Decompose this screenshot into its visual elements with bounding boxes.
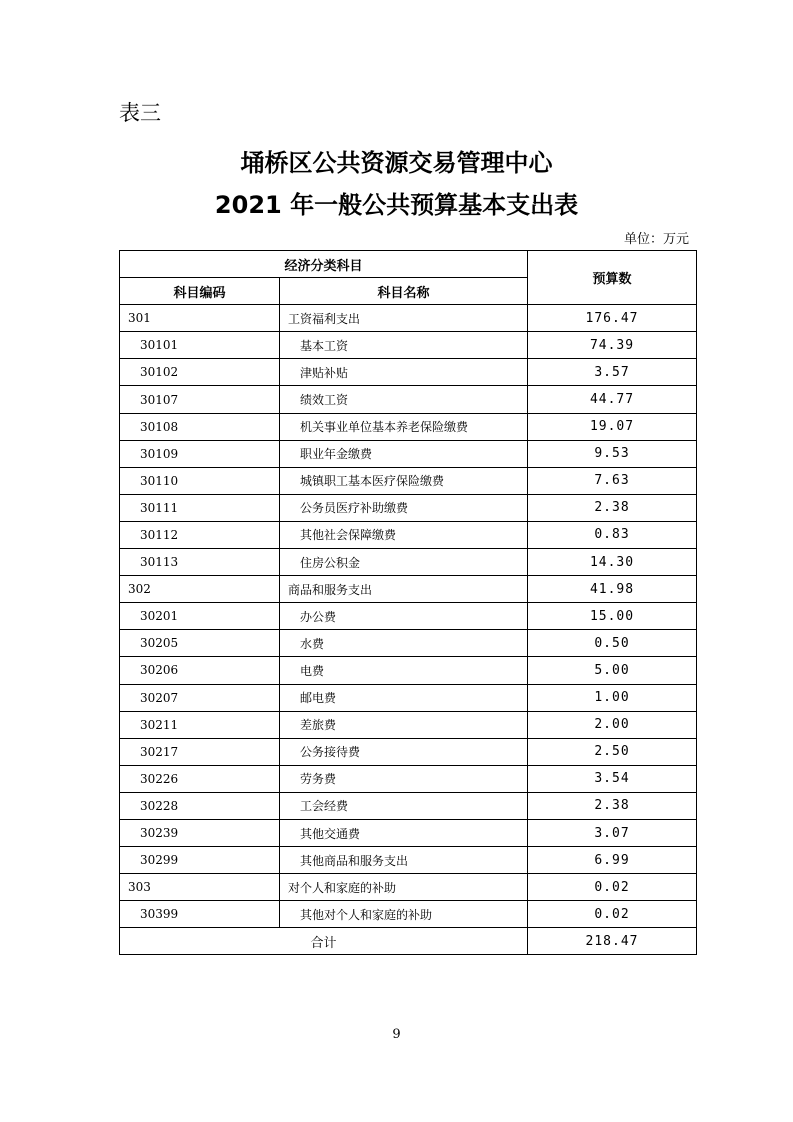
row-amount-cell: 0.50 (528, 630, 697, 657)
table-row (120, 603, 697, 630)
row-amount-cell: 74.39 (528, 332, 697, 359)
header-name-cell: 科目名称 (280, 278, 528, 305)
row-name-cell: 电费 (280, 657, 528, 684)
row-name-cell: 其他商品和服务支出 (280, 847, 528, 874)
row-code-cell: 30399 (120, 901, 280, 928)
row-amount-cell: 44.77 (528, 386, 697, 413)
page-number: 9 (392, 1027, 401, 1042)
row-code-cell: 30101 (120, 332, 280, 359)
row-name-cell: 住房公积金 (280, 549, 528, 576)
table-row (120, 549, 697, 576)
row-amount-cell: 2.50 (528, 738, 697, 765)
row-name-cell: 劳务费 (280, 765, 528, 792)
row-amount-cell: 1.00 (528, 684, 697, 711)
row-name-cell: 水费 (280, 630, 528, 657)
table-row (120, 684, 697, 711)
row-name-cell: 其他社会保障缴费 (280, 521, 528, 548)
row-amount-cell: 2.38 (528, 494, 697, 521)
row-amount-cell: 2.38 (528, 792, 697, 819)
row-code-cell: 30205 (120, 630, 280, 657)
row-name-cell: 绩效工资 (280, 386, 528, 413)
total-row (120, 928, 697, 955)
row-code-cell: 30207 (120, 684, 280, 711)
row-amount-cell: 0.02 (528, 874, 697, 901)
table-row (120, 874, 697, 901)
row-amount-cell: 41.98 (528, 576, 697, 603)
row-name-cell: 邮电费 (280, 684, 528, 711)
header-row-group (120, 251, 697, 278)
table-row (120, 440, 697, 467)
row-code-cell: 30226 (120, 765, 280, 792)
row-code-cell: 30299 (120, 847, 280, 874)
table-label: 表三 (119, 101, 161, 125)
row-amount-cell: 0.83 (528, 521, 697, 548)
row-code-cell: 30107 (120, 386, 280, 413)
table-row (120, 386, 697, 413)
row-name-cell: 工资福利支出 (280, 305, 528, 332)
row-amount-cell: 9.53 (528, 440, 697, 467)
document-title-line1: 埇桥区公共资源交易管理中心 (240, 149, 553, 177)
row-code-cell: 30113 (120, 549, 280, 576)
table-row (120, 576, 697, 603)
table-row (120, 521, 697, 548)
row-code-cell: 30217 (120, 738, 280, 765)
row-code-cell: 301 (120, 305, 280, 332)
row-amount-cell: 19.07 (528, 413, 697, 440)
row-amount-cell: 2.00 (528, 711, 697, 738)
row-amount-cell: 3.07 (528, 819, 697, 846)
row-amount-cell: 0.02 (528, 901, 697, 928)
table-row (120, 332, 697, 359)
row-code-cell: 30228 (120, 792, 280, 819)
row-name-cell: 机关事业单位基本养老保险缴费 (280, 413, 528, 440)
header-group-cell: 经济分类科目 (120, 251, 528, 278)
row-amount-cell: 6.99 (528, 847, 697, 874)
total-label-cell: 合计 (120, 928, 528, 955)
row-name-cell: 职业年金缴费 (280, 440, 528, 467)
row-name-cell: 基本工资 (280, 332, 528, 359)
row-name-cell: 商品和服务支出 (280, 576, 528, 603)
row-name-cell: 办公费 (280, 603, 528, 630)
row-amount-cell: 176.47 (528, 305, 697, 332)
row-name-cell: 城镇职工基本医疗保险缴费 (280, 467, 528, 494)
header-amount-cell: 预算数 (528, 251, 697, 305)
row-amount-cell: 5.00 (528, 657, 697, 684)
row-name-cell: 工会经费 (280, 792, 528, 819)
table-row (120, 711, 697, 738)
row-code-cell: 302 (120, 576, 280, 603)
row-name-cell: 津贴补贴 (280, 359, 528, 386)
row-name-cell: 对个人和家庭的补助 (280, 874, 528, 901)
header-code-cell: 科目编码 (120, 278, 280, 305)
table-row (120, 630, 697, 657)
row-amount-cell: 15.00 (528, 603, 697, 630)
budget-table (119, 250, 697, 955)
table-row (120, 494, 697, 521)
row-amount-cell: 3.54 (528, 765, 697, 792)
table-row (120, 467, 697, 494)
row-amount-cell: 14.30 (528, 549, 697, 576)
row-code-cell: 303 (120, 874, 280, 901)
row-amount-cell: 7.63 (528, 467, 697, 494)
row-code-cell: 30112 (120, 521, 280, 548)
row-name-cell: 差旅费 (280, 711, 528, 738)
row-name-cell: 其他交通费 (280, 819, 528, 846)
unit-label: 单位：万元 (623, 232, 689, 247)
table-row (120, 847, 697, 874)
table-row (120, 657, 697, 684)
row-name-cell: 公务接待费 (280, 738, 528, 765)
table-row (120, 765, 697, 792)
row-name-cell: 其他对个人和家庭的补助 (280, 901, 528, 928)
row-name-cell: 公务员医疗补助缴费 (280, 494, 528, 521)
table-row (120, 901, 697, 928)
row-code-cell: 30110 (120, 467, 280, 494)
table-row (120, 738, 697, 765)
row-code-cell: 30109 (120, 440, 280, 467)
row-code-cell: 30102 (120, 359, 280, 386)
table-row (120, 305, 697, 332)
table-row (120, 359, 697, 386)
table-row (120, 819, 697, 846)
row-code-cell: 30211 (120, 711, 280, 738)
document-title-line2: 2021 年一般公共预算基本支出表 (214, 191, 579, 219)
row-code-cell: 30206 (120, 657, 280, 684)
table-row (120, 413, 697, 440)
total-amount-cell: 218.47 (528, 928, 697, 955)
row-code-cell: 30201 (120, 603, 280, 630)
row-code-cell: 30111 (120, 494, 280, 521)
row-code-cell: 30108 (120, 413, 280, 440)
row-amount-cell: 3.57 (528, 359, 697, 386)
row-code-cell: 30239 (120, 819, 280, 846)
table-row (120, 792, 697, 819)
